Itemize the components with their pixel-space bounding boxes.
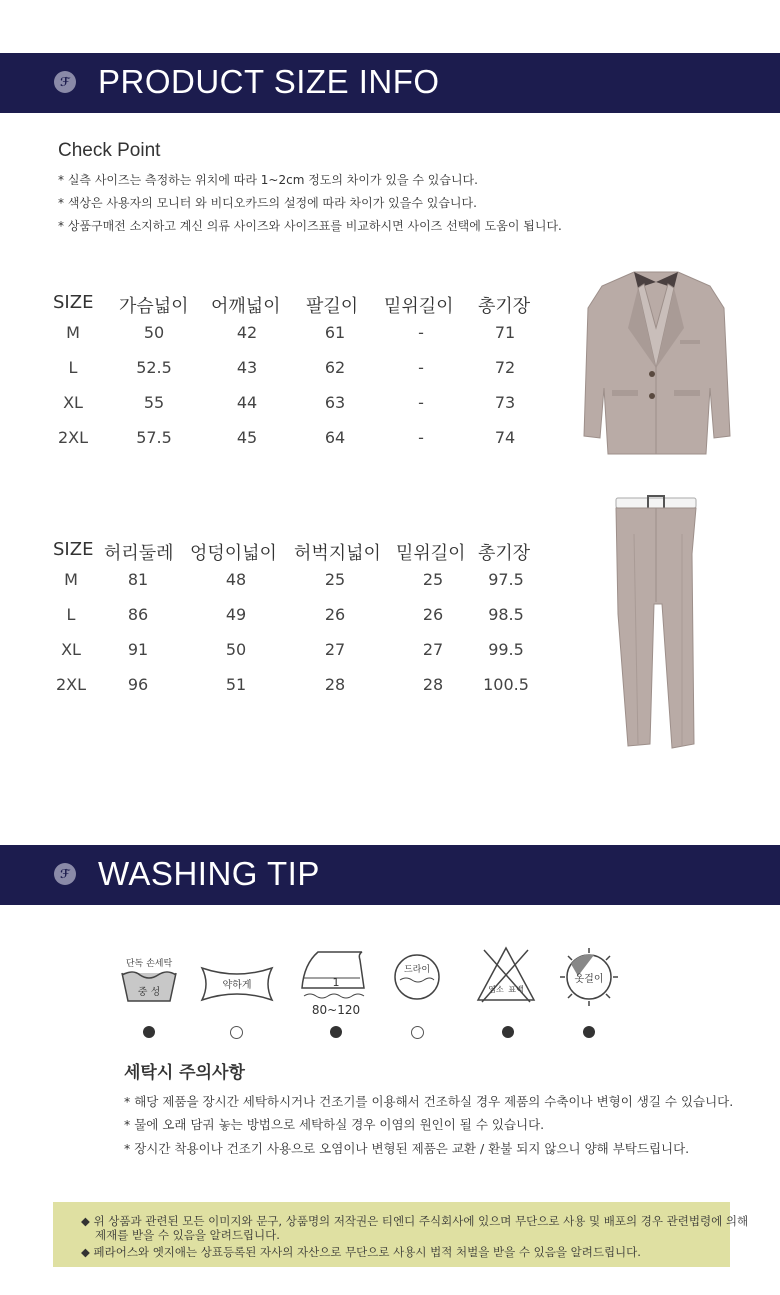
table-cell: 27 [324, 640, 346, 659]
bleach-label-2: 표백 [508, 985, 524, 994]
no-bleach-icon [474, 942, 538, 1006]
table-cell: 42 [236, 323, 258, 342]
dry-label: 드라이 [403, 965, 431, 975]
table-header: 엉덩이넓이 [190, 543, 277, 564]
size-note: * 실측 사이즈는 측정하는 위치에 따라 1~2cm 정도의 차이가 있을 수 있습니다. [58, 173, 478, 187]
applicable-indicator [330, 1026, 342, 1038]
table-cell: 100.5 [483, 675, 529, 694]
table-cell: 99.5 [488, 640, 524, 659]
gentle-label: 약하게 [222, 980, 252, 991]
table-cell: 50 [225, 640, 247, 659]
table-header: 밑위길이 [396, 543, 466, 564]
iron-level-label: 1 [332, 976, 340, 989]
table-cell: 61 [324, 323, 346, 342]
table-cell: 27 [422, 640, 444, 659]
table-cell: 49 [225, 605, 247, 624]
brand-logo-icon: ℱ [54, 863, 76, 885]
table-cell: 43 [236, 358, 258, 377]
table-header: 허리둘레 [104, 543, 174, 564]
trademark-line: ◆ 페라어스와 엣지애는 상표등록된 자사의 자산으로 무단으로 사용시 법적 처벌을 받을 수 있음을 알려드립니다. [81, 1245, 641, 1259]
table-cell: 44 [236, 393, 258, 412]
washing-caution: * 물에 오래 담궈 놓는 방법으로 세탁하실 경우 이염의 원인이 될 수 있습니다. [124, 1117, 545, 1132]
hand-wash-icon [118, 955, 180, 1007]
bleach-label: 염소 [488, 985, 504, 994]
table-cell: 57.5 [136, 428, 172, 447]
table-cell: 48 [225, 570, 247, 589]
table-cell: 62 [324, 358, 346, 377]
table-cell: 50 [143, 323, 165, 342]
table-header: SIZE [53, 292, 94, 313]
copyright-line: ◆ 위 상품과 관련된 모든 이미지와 문구, 상품명의 저작권은 티엔디 주식회사에 있으며 무단으로 사용 및 배포의 경우 관련법령에 의해 [81, 1214, 749, 1228]
table-cell: 74 [494, 428, 516, 447]
table-cell: L [68, 358, 78, 377]
table-cell: 28 [422, 675, 444, 694]
table-cell: 25 [422, 570, 444, 589]
table-cell: M [64, 570, 78, 589]
table-cell: 2XL [55, 675, 87, 694]
table-cell: XL [61, 640, 81, 659]
table-header: 밑위길이 [384, 296, 454, 317]
copyright-notice [53, 1202, 749, 1267]
table-cell: 86 [127, 605, 149, 624]
table-cell: 26 [422, 605, 444, 624]
table-cell: L [66, 605, 76, 624]
size-note: * 상품구매전 소지하고 계신 의류 사이즈와 사이즈표를 비교하시면 사이즈 선택에 도움이 됩니다. [58, 219, 562, 233]
check-point-heading: Check Point [58, 140, 161, 161]
applicable-indicator [143, 1026, 155, 1038]
table-header: 어깨넓이 [211, 296, 281, 317]
washing-caution-title: 세탁시 주의사항 [124, 1063, 245, 1083]
brand-logo-icon: ℱ [54, 71, 76, 93]
hang-dry-icon [558, 946, 620, 1008]
applicable-indicator [411, 1026, 424, 1039]
washing-tip-banner [0, 845, 780, 905]
hand-wash-top-label: 단독 손세탁 [125, 959, 173, 969]
pants-image [608, 494, 700, 752]
table-cell: 81 [127, 570, 149, 589]
table-cell: 63 [324, 393, 346, 412]
table-header: 허벅지넓이 [294, 543, 381, 564]
table-cell: - [418, 428, 424, 447]
size-note: * 색상은 사용자의 모니터 와 비디오카드의 설정에 따라 차이가 있을수 있습니다. [58, 196, 477, 210]
table-header: 팔길이 [306, 296, 359, 317]
washing-caution: * 해당 제품을 장시간 세탁하시거나 건조기를 이용해서 건조하실 경우 제품의 수축이나 변형이 생길 수 있습니다. [124, 1094, 734, 1109]
table-header: 총기장 [478, 543, 531, 564]
table-cell: 72 [494, 358, 516, 377]
table-cell: XL [63, 393, 83, 412]
applicable-indicator [583, 1026, 595, 1038]
table-cell: 97.5 [488, 570, 524, 589]
table-cell: - [418, 323, 424, 342]
gentle-wash-icon [198, 962, 276, 1006]
table-cell: 26 [324, 605, 346, 624]
table-header: 총기장 [478, 296, 531, 317]
table-cell: 98.5 [488, 605, 524, 624]
table-cell: M [66, 323, 80, 342]
table-cell: 45 [236, 428, 258, 447]
table-cell: 73 [494, 393, 516, 412]
table-cell: 91 [127, 640, 149, 659]
jacket-image [578, 268, 734, 460]
copyright-line: 제재를 받을 수 있음을 알려드립니다. [95, 1228, 280, 1242]
table-cell: - [418, 358, 424, 377]
table-cell: 28 [324, 675, 346, 694]
iron-icon [298, 948, 374, 1020]
table-cell: - [418, 393, 424, 412]
washing-tip-title: WASHING TIP [98, 855, 320, 892]
table-cell: 96 [127, 675, 149, 694]
table-cell: 71 [494, 323, 516, 342]
table-header: 가슴넓이 [119, 296, 189, 317]
dry-clean-icon [392, 952, 442, 1002]
iron-temp-label: 80~120 [311, 1003, 361, 1017]
size-info-banner [0, 53, 780, 113]
table-cell: 51 [225, 675, 247, 694]
table-cell: 52.5 [136, 358, 172, 377]
table-cell: 64 [324, 428, 346, 447]
applicable-indicator [502, 1026, 514, 1038]
washing-caution: * 장시간 착용이나 건조기 사용으로 오염이나 변형된 제품은 교환 / 환불 되지 않으니 양해 부탁드립니다. [124, 1141, 690, 1156]
hang-label: 옷걸이 [574, 974, 604, 985]
table-cell: 25 [324, 570, 346, 589]
table-cell: 55 [143, 393, 165, 412]
applicable-indicator [230, 1026, 243, 1039]
size-info-title: PRODUCT SIZE INFO [98, 63, 440, 100]
table-cell: 2XL [57, 428, 89, 447]
table-header: SIZE [53, 539, 94, 560]
hand-wash-bottom-label: 중 성 [137, 987, 161, 998]
